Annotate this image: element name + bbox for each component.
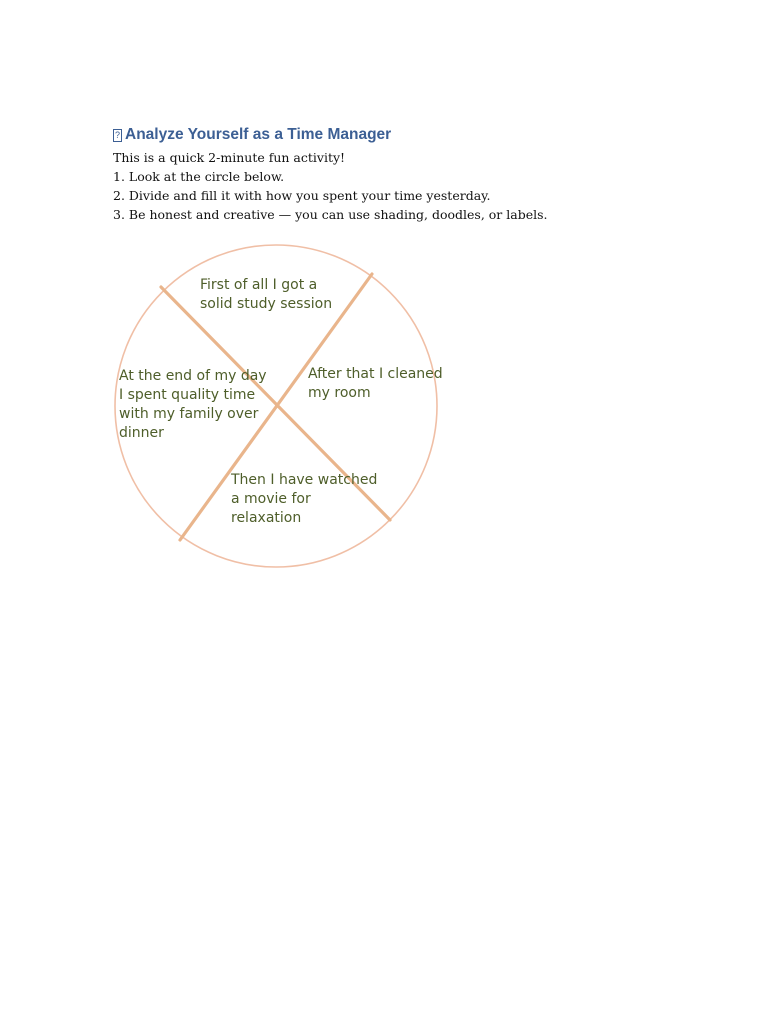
segment-label-right: After that I cleaned my room [308,366,443,401]
document-title-text: Analyze Yourself as a Time Manager [125,126,392,143]
segment-label-left: At the end of my day I spent quality time with my family over dinner [119,368,267,441]
step-1: 1. Look at the circle below. [113,169,285,184]
missing-glyph-icon: ? [114,129,120,140]
segment-label-top: First of all I got a solid study session [200,277,333,312]
intro-text: This is a quick 2-minute fun activity! [113,150,346,165]
step-2: 2. Divide and fill it with how you spent your time yesterday. [113,188,491,203]
step-3: 3. Be honest and creative — you can use shading, doodles, or labels. [113,207,548,222]
segment-label-bottom: Then I have watched a movie for relaxation [231,472,378,526]
